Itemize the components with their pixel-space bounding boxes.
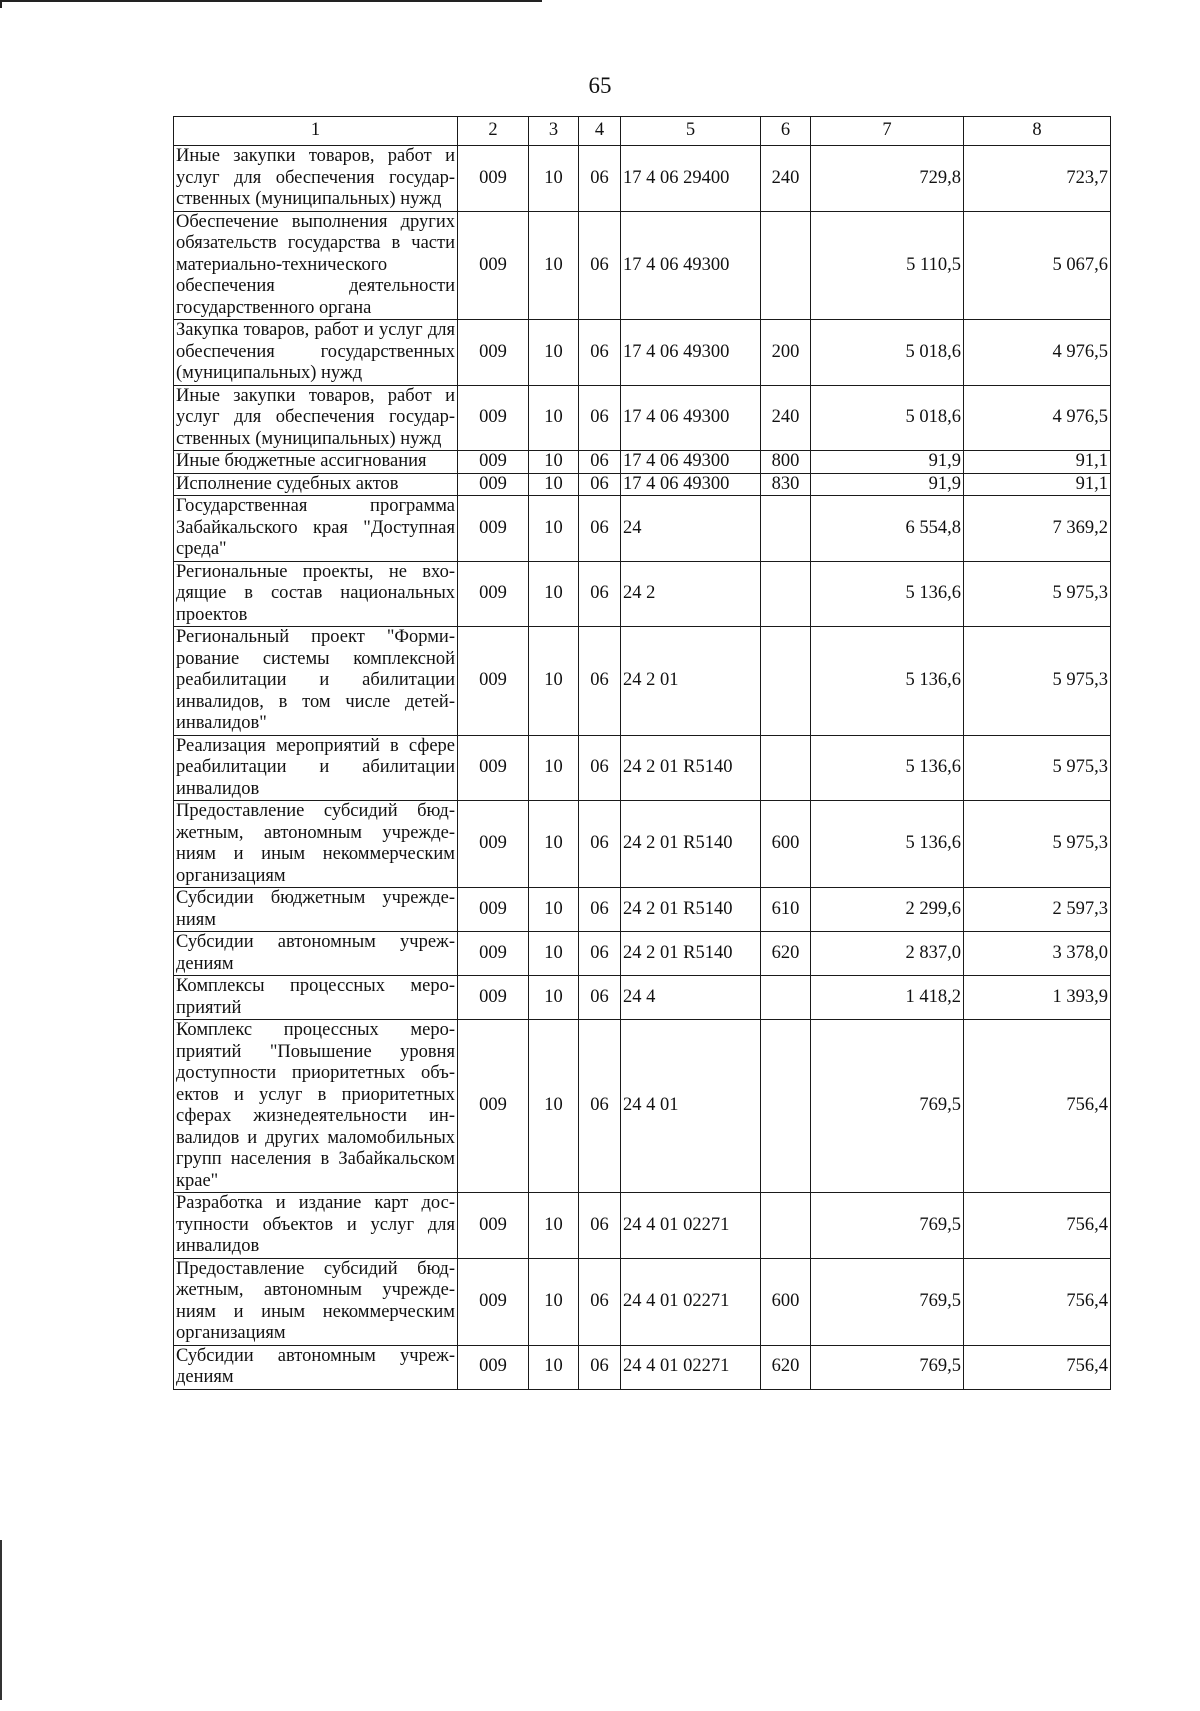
target-article-cell: 24 4 01 02271 [621, 1345, 761, 1389]
ministry-code-cell: 009 [458, 888, 529, 932]
ministry-code-cell: 009 [458, 473, 529, 496]
target-article-cell: 17 4 06 49300 [621, 211, 761, 320]
subsection-code-cell: 06 [579, 451, 621, 474]
section-code-cell: 10 [529, 888, 579, 932]
table-row [174, 627, 1111, 736]
subsection-code-cell: 06 [579, 211, 621, 320]
amount-year1-cell: 5 136,6 [811, 561, 964, 627]
table-row [174, 561, 1111, 627]
expense-name-cell: Предоставление субсидий бюджетным, автономным учреждениям и иным некоммерческим организациям [174, 801, 458, 888]
page-border-left [0, 1540, 2, 1700]
expense-type-cell [761, 1020, 811, 1193]
column-header: 8 [964, 117, 1111, 146]
amount-year1-cell: 5 136,6 [811, 801, 964, 888]
expense-type-cell: 600 [761, 801, 811, 888]
amount-year1-cell: 6 554,8 [811, 496, 964, 562]
amount-year2-cell: 91,1 [964, 451, 1111, 474]
section-code-cell: 10 [529, 561, 579, 627]
expense-name-cell: Реализация мероприятий в сфере реабилитации и абилитации инвалидов [174, 735, 458, 801]
amount-year1-cell: 729,8 [811, 146, 964, 212]
table-row [174, 320, 1111, 386]
subsection-code-cell: 06 [579, 1193, 621, 1259]
amount-year1-cell: 5 018,6 [811, 385, 964, 451]
expense-type-cell: 200 [761, 320, 811, 386]
expense-type-cell [761, 976, 811, 1020]
ministry-code-cell: 009 [458, 1020, 529, 1193]
amount-year1-cell: 5 018,6 [811, 320, 964, 386]
page-number: 65 [588, 73, 612, 98]
table-row [174, 451, 1111, 474]
amount-year1-cell: 5 136,6 [811, 627, 964, 736]
target-article-cell: 24 2 01 R5140 [621, 888, 761, 932]
ministry-code-cell: 009 [458, 146, 529, 212]
table-row [174, 1193, 1111, 1259]
expense-type-cell [761, 496, 811, 562]
amount-year2-cell: 756,4 [964, 1193, 1111, 1259]
amount-year1-cell: 91,9 [811, 473, 964, 496]
section-code-cell: 10 [529, 385, 579, 451]
ministry-code-cell: 009 [458, 320, 529, 386]
section-code-cell: 10 [529, 1020, 579, 1193]
column-header: 2 [458, 117, 529, 146]
amount-year2-cell: 5 975,3 [964, 735, 1111, 801]
amount-year2-cell: 723,7 [964, 146, 1111, 212]
expense-name-cell: Исполнение судебных актов [174, 473, 458, 496]
column-header: 5 [621, 117, 761, 146]
amount-year2-cell: 91,1 [964, 473, 1111, 496]
ministry-code-cell: 009 [458, 451, 529, 474]
target-article-cell: 24 [621, 496, 761, 562]
section-code-cell: 10 [529, 211, 579, 320]
expense-name-cell: Закупка товаров, работ и услуг для обеспечения государственных (муниципальных) нужд [174, 320, 458, 386]
expense-name-cell: Разработка и издание карт доступности объектов и услуг для инвалидов [174, 1193, 458, 1259]
table-row [174, 1020, 1111, 1193]
table-row [174, 932, 1111, 976]
amount-year2-cell: 756,4 [964, 1345, 1111, 1389]
expense-name-cell: Субсидии автономным учреждениям [174, 932, 458, 976]
target-article-cell: 24 2 01 R5140 [621, 932, 761, 976]
target-article-cell: 17 4 06 49300 [621, 320, 761, 386]
ministry-code-cell: 009 [458, 627, 529, 736]
amount-year2-cell: 4 976,5 [964, 320, 1111, 386]
subsection-code-cell: 06 [579, 385, 621, 451]
amount-year2-cell: 756,4 [964, 1020, 1111, 1193]
amount-year2-cell: 5 975,3 [964, 561, 1111, 627]
section-code-cell: 10 [529, 801, 579, 888]
expense-type-cell: 830 [761, 473, 811, 496]
section-code-cell: 10 [529, 473, 579, 496]
subsection-code-cell: 06 [579, 627, 621, 736]
expense-type-cell [761, 211, 811, 320]
amount-year2-cell: 5 975,3 [964, 801, 1111, 888]
column-header: 3 [529, 117, 579, 146]
expense-type-cell [761, 627, 811, 736]
expense-type-cell: 240 [761, 146, 811, 212]
target-article-cell: 24 2 01 R5140 [621, 735, 761, 801]
target-article-cell: 24 2 [621, 561, 761, 627]
amount-year1-cell: 2 299,6 [811, 888, 964, 932]
target-article-cell: 17 4 06 49300 [621, 385, 761, 451]
expense-type-cell: 240 [761, 385, 811, 451]
target-article-cell: 24 2 01 R5140 [621, 801, 761, 888]
amount-year1-cell: 769,5 [811, 1193, 964, 1259]
expense-name-cell: Предоставление субсидий бюджетным, автономным учреждениям и иным некоммерческим организациям [174, 1258, 458, 1345]
section-code-cell: 10 [529, 1345, 579, 1389]
expense-type-cell: 610 [761, 888, 811, 932]
amount-year2-cell: 2 597,3 [964, 888, 1111, 932]
subsection-code-cell: 06 [579, 320, 621, 386]
ministry-code-cell: 009 [458, 561, 529, 627]
expense-type-cell [761, 561, 811, 627]
target-article-cell: 24 4 01 02271 [621, 1258, 761, 1345]
ministry-code-cell: 009 [458, 735, 529, 801]
ministry-code-cell: 009 [458, 496, 529, 562]
subsection-code-cell: 06 [579, 561, 621, 627]
subsection-code-cell: 06 [579, 735, 621, 801]
amount-year2-cell: 5 067,6 [964, 211, 1111, 320]
table-row [174, 146, 1111, 212]
amount-year1-cell: 769,5 [811, 1258, 964, 1345]
amount-year1-cell: 1 418,2 [811, 976, 964, 1020]
column-header: 1 [174, 117, 458, 146]
amount-year2-cell: 4 976,5 [964, 385, 1111, 451]
target-article-cell: 24 4 01 02271 [621, 1193, 761, 1259]
target-article-cell: 24 4 [621, 976, 761, 1020]
section-code-cell: 10 [529, 932, 579, 976]
ministry-code-cell: 009 [458, 1258, 529, 1345]
subsection-code-cell: 06 [579, 1345, 621, 1389]
target-article-cell: 17 4 06 49300 [621, 451, 761, 474]
expense-type-cell [761, 1193, 811, 1259]
amount-year2-cell: 5 975,3 [964, 627, 1111, 736]
expense-name-cell: Региональный проект "Формирование системы комплексной реабилитации и абилитации инвалидов, в том числе детей-инвалидов" [174, 627, 458, 736]
expense-name-cell: Комплексы процессных мероприятий [174, 976, 458, 1020]
amount-year2-cell: 1 393,9 [964, 976, 1111, 1020]
subsection-code-cell: 06 [579, 801, 621, 888]
amount-year1-cell: 2 837,0 [811, 932, 964, 976]
table-row [174, 473, 1111, 496]
table-row [174, 801, 1111, 888]
amount-year1-cell: 769,5 [811, 1020, 964, 1193]
amount-year1-cell: 769,5 [811, 1345, 964, 1389]
amount-year1-cell: 5 136,6 [811, 735, 964, 801]
section-code-cell: 10 [529, 627, 579, 736]
table-body [174, 146, 1111, 1390]
target-article-cell: 17 4 06 49300 [621, 473, 761, 496]
expense-name-cell: Иные закупки товаров, работ и услуг для обеспечения государственных (муниципальных) нужд [174, 385, 458, 451]
target-article-cell: 24 2 01 [621, 627, 761, 736]
expense-name-cell: Иные бюджетные ассигнования [174, 451, 458, 474]
expense-type-cell: 600 [761, 1258, 811, 1345]
subsection-code-cell: 06 [579, 976, 621, 1020]
amount-year2-cell: 756,4 [964, 1258, 1111, 1345]
table-header-row [174, 117, 1111, 146]
section-code-cell: 10 [529, 496, 579, 562]
section-code-cell: 10 [529, 320, 579, 386]
section-code-cell: 10 [529, 146, 579, 212]
subsection-code-cell: 06 [579, 888, 621, 932]
ministry-code-cell: 009 [458, 385, 529, 451]
page-border-top [0, 0, 542, 8]
table-row [174, 1345, 1111, 1389]
expense-name-cell: Комплекс процессных мероприятий "Повышение уровня доступности приоритетных объектов и услуг в приоритетных сферах жизнедеятельности инвалидов и других маломобильных групп населения в Забайкальском крае" [174, 1020, 458, 1193]
ministry-code-cell: 009 [458, 976, 529, 1020]
section-code-cell: 10 [529, 735, 579, 801]
table-row [174, 211, 1111, 320]
budget-table [173, 116, 1111, 1390]
amount-year1-cell: 5 110,5 [811, 211, 964, 320]
amount-year2-cell: 3 378,0 [964, 932, 1111, 976]
ministry-code-cell: 009 [458, 932, 529, 976]
amount-year1-cell: 91,9 [811, 451, 964, 474]
expense-name-cell: Обеспечение выполнения других обязательств государства в части материально-технического обеспечения деятельности государственного органа [174, 211, 458, 320]
section-code-cell: 10 [529, 1258, 579, 1345]
ministry-code-cell: 009 [458, 211, 529, 320]
table-row [174, 496, 1111, 562]
section-code-cell: 10 [529, 976, 579, 1020]
table-row [174, 735, 1111, 801]
target-article-cell: 24 4 01 [621, 1020, 761, 1193]
column-header: 7 [811, 117, 964, 146]
expense-type-cell: 800 [761, 451, 811, 474]
subsection-code-cell: 06 [579, 496, 621, 562]
column-header: 6 [761, 117, 811, 146]
expense-type-cell: 620 [761, 1345, 811, 1389]
ministry-code-cell: 009 [458, 1345, 529, 1389]
amount-year2-cell: 7 369,2 [964, 496, 1111, 562]
expense-name-cell: Субсидии бюджетным учреждениям [174, 888, 458, 932]
expense-name-cell: Региональные проекты, не входящие в состав национальных проектов [174, 561, 458, 627]
expense-name-cell: Государственная программа Забайкальского края "Доступная среда" [174, 496, 458, 562]
ministry-code-cell: 009 [458, 1193, 529, 1259]
table-row [174, 888, 1111, 932]
table-row [174, 385, 1111, 451]
subsection-code-cell: 06 [579, 146, 621, 212]
subsection-code-cell: 06 [579, 932, 621, 976]
section-code-cell: 10 [529, 1193, 579, 1259]
expense-type-cell [761, 735, 811, 801]
subsection-code-cell: 06 [579, 1020, 621, 1193]
expense-name-cell: Иные закупки товаров, работ и услуг для обеспечения государственных (муниципальных) нужд [174, 146, 458, 212]
subsection-code-cell: 06 [579, 1258, 621, 1345]
table-row [174, 1258, 1111, 1345]
expense-type-cell: 620 [761, 932, 811, 976]
subsection-code-cell: 06 [579, 473, 621, 496]
target-article-cell: 17 4 06 29400 [621, 146, 761, 212]
column-header: 4 [579, 117, 621, 146]
ministry-code-cell: 009 [458, 801, 529, 888]
section-code-cell: 10 [529, 451, 579, 474]
table-row [174, 976, 1111, 1020]
expense-name-cell: Субсидии автономным учреждениям [174, 1345, 458, 1389]
